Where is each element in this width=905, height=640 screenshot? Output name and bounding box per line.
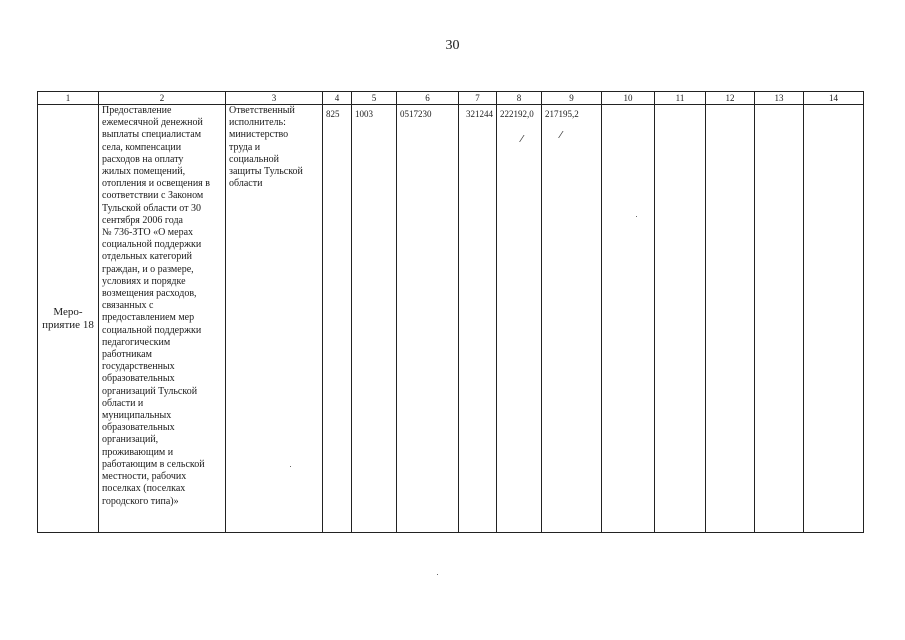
column-header-14: 14	[804, 92, 864, 105]
description-line: области и	[102, 397, 144, 409]
description-line: предоставлением мер	[102, 312, 195, 324]
description-line: образовательных	[102, 373, 175, 385]
amount-cell-col11	[655, 105, 706, 533]
description-line: связанных с	[102, 300, 154, 312]
activity-label-line-1: Меро-	[53, 305, 83, 318]
description-line: выплаты специалистам	[102, 129, 202, 141]
amount-cell-col10	[602, 105, 655, 533]
description-line: социальной поддержки	[102, 324, 202, 336]
description-line: соответствии с Законом	[102, 190, 204, 202]
column-header-2: 2	[99, 92, 226, 105]
handwritten-check-mark: ⁄	[560, 130, 562, 141]
column-header-10: 10	[602, 92, 655, 105]
amount-cell-col8: 222192,0	[497, 105, 542, 533]
description-line: граждан, и о размере,	[102, 263, 194, 275]
activity-description-cell	[99, 105, 226, 533]
responsible-line: исполнитель:	[229, 117, 286, 129]
column-header-5: 5	[352, 92, 397, 105]
column-header-4: 4	[323, 92, 352, 105]
grbs-code-cell: 825	[323, 105, 352, 533]
description-line: сентября 2006 года	[102, 214, 183, 226]
responsible-line: министерство	[229, 129, 289, 141]
scan-speck	[290, 466, 291, 467]
description-line: № 736-ЗТО «О мерах	[102, 227, 194, 239]
responsible-line: защиты Тульской	[229, 166, 303, 178]
budget-table	[37, 91, 864, 533]
description-line: организаций,	[102, 434, 159, 446]
scan-speck	[437, 574, 438, 575]
handwritten-check-mark: ⁄	[521, 134, 523, 145]
description-line: социальной поддержки	[102, 239, 202, 251]
responsible-line: труда и	[229, 141, 261, 153]
description-line: условиях и порядке	[102, 275, 186, 287]
description-line: села, компенсации	[102, 141, 182, 153]
expense-type-cell: 321244	[459, 105, 497, 533]
description-line: государственных	[102, 361, 175, 373]
column-number-row	[38, 92, 864, 105]
description-line: ежемесячной денежной	[102, 117, 203, 129]
description-line: поселках (поселках	[102, 483, 186, 495]
description-line: проживающим и	[102, 446, 174, 458]
target-article-cell: 0517230	[397, 105, 459, 533]
description-line: городского типа)»	[102, 495, 179, 507]
amount-cell-col13	[755, 105, 804, 533]
page-number: 30	[445, 38, 460, 53]
column-header-7: 7	[459, 92, 497, 105]
description-line: жилых помещений,	[102, 166, 186, 178]
description-line: организаций Тульской	[102, 385, 198, 397]
responsible-line: области	[229, 178, 263, 190]
description-line: муниципальных	[102, 410, 172, 422]
description-line: работникам	[102, 349, 152, 361]
column-header-12: 12	[706, 92, 755, 105]
amount-cell-col12	[706, 105, 755, 533]
description-line: расходов на оплату	[102, 153, 184, 165]
column-header-13: 13	[755, 92, 804, 105]
column-header-1: 1	[38, 92, 99, 105]
description-line: Предоставление	[102, 105, 172, 116]
description-line: образовательных	[102, 422, 175, 434]
column-header-3: 3	[226, 92, 323, 105]
description-line: Тульской области от 30	[102, 202, 202, 214]
column-header-9: 9	[542, 92, 602, 105]
responsible-line: социальной	[229, 153, 279, 165]
description-line: педагогическим	[102, 336, 171, 348]
column-header-11: 11	[655, 92, 706, 105]
activity-label-cell	[38, 105, 99, 533]
activity-label-line-2: приятие 18	[42, 318, 94, 331]
description-line: отопления и освещения в	[102, 178, 210, 190]
description-line: возмещения расходов,	[102, 288, 197, 300]
description-line: местности, рабочих	[102, 471, 187, 483]
scan-speck	[636, 216, 637, 217]
section-code-cell: 1003	[352, 105, 397, 533]
responsible-executor-cell	[226, 105, 323, 533]
amount-cell-col9: 217195,2	[542, 105, 602, 533]
table-row	[38, 105, 864, 533]
description-line: отдельных категорий	[102, 251, 193, 263]
amount-cell-col14	[804, 105, 864, 533]
column-header-6: 6	[397, 92, 459, 105]
column-header-8: 8	[497, 92, 542, 105]
responsible-line: Ответственный	[229, 105, 295, 116]
description-line: работающим в сельской	[102, 458, 205, 470]
